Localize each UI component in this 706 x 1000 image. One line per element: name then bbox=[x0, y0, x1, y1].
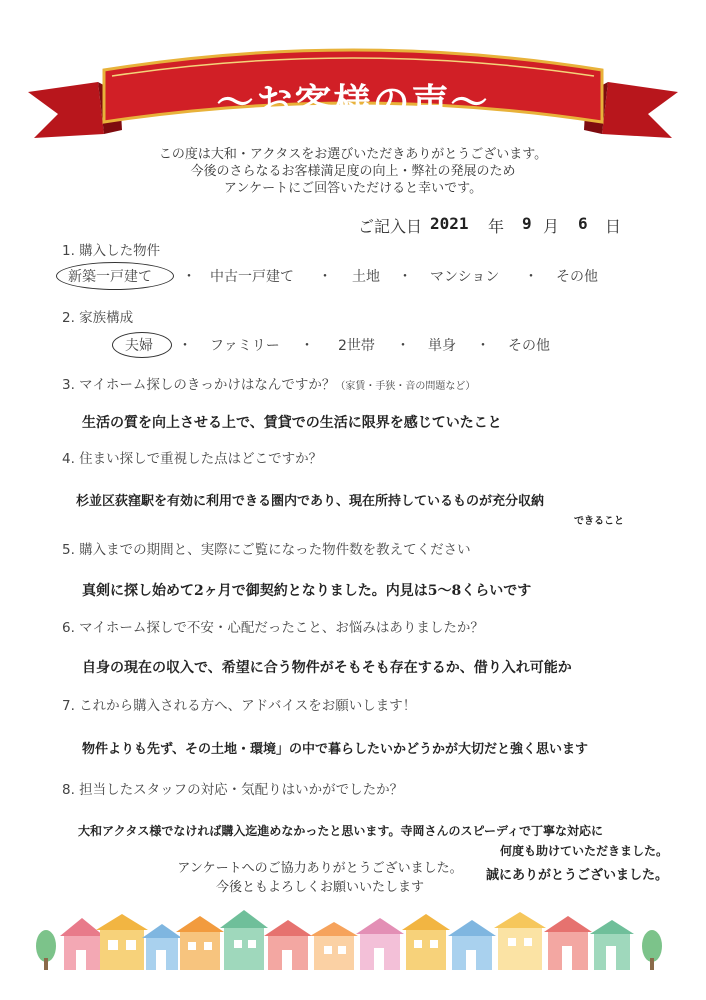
date-month: 9 bbox=[522, 214, 532, 233]
q8-label: 8. 担当したスタッフの対応・気配りはいかがでしたか？ bbox=[62, 782, 404, 798]
q5-label: 5. 購入までの期間と、実際にご覧になった物件数を教えてください bbox=[62, 542, 471, 558]
house-icon bbox=[356, 918, 404, 970]
house-icon bbox=[494, 912, 546, 970]
house-icon bbox=[448, 920, 496, 970]
house-icon bbox=[402, 914, 450, 970]
house-icon bbox=[142, 924, 182, 970]
q2-option-other: その他 bbox=[508, 338, 550, 354]
q1-option-new-house: 新築一戸建て bbox=[68, 269, 152, 285]
q8-answer-line-2: 何度も助けていただきました。 bbox=[500, 844, 669, 858]
q2-label: 2. 家族構成 bbox=[62, 310, 134, 326]
q1-option-used-house: 中古一戸建て bbox=[210, 269, 294, 285]
footer-line-1: アンケートへのご協力ありがとうございました。 bbox=[177, 861, 463, 876]
q1-option-other: その他 bbox=[556, 269, 598, 285]
q6-label: 6. マイホーム探しで不安・心配だったこと、お悩みはありましたか？ bbox=[62, 620, 484, 636]
intro-line-2: 今後のさらなるお客様満足度の向上・弊社の発展のため bbox=[190, 164, 516, 179]
intro-line-1: この度は大和・アクタスをお選びいただきありがとうございます。 bbox=[158, 147, 548, 162]
q1-label: 1. 購入した物件 bbox=[62, 243, 161, 259]
q1-option-mansion: マンション bbox=[430, 269, 500, 285]
q5-answer: 真剣に探し始めて2ヶ月で御契約となりました。内見は5〜8くらいです bbox=[82, 583, 532, 599]
house-icon bbox=[220, 910, 268, 970]
q4-answer-tail: できること bbox=[574, 516, 624, 527]
house-icon bbox=[590, 920, 634, 970]
q3-answer: 生活の質を向上させる上で、賃貸での生活に限界を感じていたこと bbox=[82, 415, 502, 431]
tree-icon bbox=[36, 930, 56, 970]
house-icon bbox=[176, 916, 224, 970]
house-icon bbox=[264, 920, 312, 970]
house-icon bbox=[60, 918, 104, 970]
q2-option-family: ファミリー bbox=[210, 338, 280, 354]
date-day-unit: 日 bbox=[605, 217, 622, 236]
date-day: 6 bbox=[578, 214, 588, 233]
page-title: 〜お客様の声〜 bbox=[216, 81, 490, 124]
q2-option-couple: 夫婦 bbox=[125, 338, 153, 354]
q7-answer: 物件よりも先ず、その土地・環境」の中で暮らしたいかどうかが大切だと強く思います bbox=[82, 742, 588, 757]
q3-note: （家賃・手狭・音の問題など） bbox=[335, 381, 476, 392]
date-label: ご記入日 bbox=[358, 217, 423, 236]
tree-icon bbox=[642, 930, 662, 970]
date-year: 2021 bbox=[430, 214, 469, 233]
q7-label: 7. これから購入される方へ、アドバイスをお願いします！ bbox=[62, 698, 417, 714]
q8-answer-line-1: 大和アクタス様でなければ購入迄進めなかったと思います。寺岡さんのスピーディで丁寧な対応に bbox=[78, 824, 604, 838]
q2-option-two-gen: 2世帯 bbox=[338, 338, 375, 354]
q4-label: 4. 住まい探しで重視した点はどこですか？ bbox=[62, 451, 323, 467]
q4-answer: 杉並区荻窪駅を有効に利用できる圏内であり、現在所持しているものが充分収納 bbox=[76, 494, 545, 509]
q3-label: 3. マイホーム探しのきっかけはなんですか？（家賃・手狭・音の問題など） bbox=[62, 377, 476, 393]
date-month-unit: 月 bbox=[543, 217, 560, 236]
intro-line-3: アンケートにご回答いただけると幸いです。 bbox=[223, 181, 483, 196]
house-icon bbox=[544, 916, 592, 970]
footer-line-2: 今後ともよろしくお願いいたします bbox=[215, 880, 424, 895]
q8-answer-line-3: 誠にありがとうございました。 bbox=[486, 868, 669, 883]
house-icon bbox=[96, 914, 148, 970]
q2-option-single: 単身 bbox=[428, 338, 456, 354]
house-icon bbox=[310, 922, 358, 970]
q1-option-land: 土地 bbox=[352, 269, 380, 285]
houses-illustration bbox=[30, 906, 670, 970]
date-year-unit: 年 bbox=[488, 217, 505, 236]
q6-answer: 自身の現在の収入で、希望に合う物件がそもそも存在するか、借り入れ可能か bbox=[82, 660, 572, 676]
